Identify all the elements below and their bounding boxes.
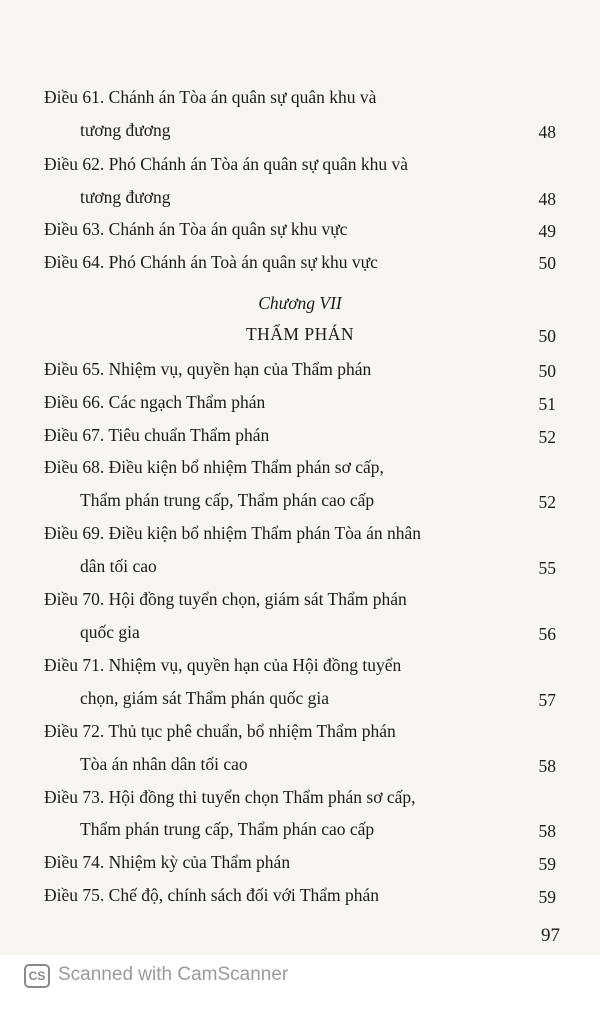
toc-entry-73-line1: Điều 73. Hội đồng thi tuyển chọn Thẩm phán sơ cấp, <box>44 787 416 807</box>
toc-entry-64-line1: Điều 64. Phó Chánh án Toà án quân sự khu vực <box>44 252 378 272</box>
toc-entry-66-line1: Điều 66. Các ngạch Thẩm phán <box>44 392 266 412</box>
toc-entry-68-line2: Thẩm phán trung cấp, Thẩm phán cao cấp <box>80 490 375 510</box>
camscanner-logo-icon: CS <box>24 964 50 988</box>
toc-entry-69-line1: Điều 69. Điều kiện bổ nhiệm Thẩm phán Tòa án nhân <box>44 523 421 543</box>
toc-entry-74-line1: Điều 74. Nhiệm kỳ của Thẩm phán <box>44 852 291 872</box>
toc-entry-68-line1: Điều 68. Điều kiện bổ nhiệm Thẩm phán sơ cấp, <box>44 457 384 477</box>
toc-entry-73-page: 58 <box>538 821 556 841</box>
toc-entry-73-line2: Thẩm phán trung cấp, Thẩm phán cao cấp <box>80 819 375 839</box>
toc-entry-68-page: 52 <box>538 492 556 512</box>
toc-entry-65-page: 50 <box>538 361 556 381</box>
toc-entry-61-page: 48 <box>538 122 556 142</box>
toc-entry-66-page: 51 <box>538 394 556 414</box>
toc-entry-70-line1: Điều 70. Hội đồng tuyển chọn, giám sát Thẩm phán <box>44 589 407 609</box>
toc-entry-64-page: 50 <box>538 253 556 273</box>
chapter-label: Chương VII <box>258 293 342 313</box>
chapter-page: 50 <box>538 326 556 346</box>
toc-entry-71-page: 57 <box>538 690 556 710</box>
toc-entry-72-line2: Tòa án nhân dân tối cao <box>80 754 248 774</box>
toc-entry-71-line2: chọn, giám sát Thẩm phán quốc gia <box>80 688 329 708</box>
toc-entry-70-page: 56 <box>538 624 556 644</box>
toc-entry-67-line1: Điều 67. Tiêu chuẩn Thẩm phán <box>44 425 270 445</box>
toc-entry-61-line2: tương đương <box>80 120 171 140</box>
page-number: 97 <box>541 925 560 946</box>
toc-entry-71-line1: Điều 71. Nhiệm vụ, quyền hạn của Hội đồng tuyển <box>44 655 402 675</box>
toc-entry-74-page: 59 <box>538 854 556 874</box>
toc-entry-63-line1: Điều 63. Chánh án Tòa án quân sự khu vực <box>44 219 348 239</box>
toc-entry-65-line1: Điều 65. Nhiệm vụ, quyền hạn của Thẩm phán <box>44 359 372 379</box>
toc-entry-69-line2: dân tối cao <box>80 556 157 576</box>
toc-entry-62-page: 48 <box>538 189 556 209</box>
toc-entry-63-page: 49 <box>538 221 556 241</box>
toc-entry-67-page: 52 <box>538 427 556 447</box>
toc-entry-69-page: 55 <box>538 558 556 578</box>
toc-entry-62-line1: Điều 62. Phó Chánh án Tòa án quân sự quân khu và <box>44 154 408 174</box>
chapter-title: THẨM PHÁN <box>245 324 355 344</box>
toc-entry-75-line1: Điều 75. Chế độ, chính sách đối với Thẩm phán <box>44 885 380 905</box>
toc-entry-62-line2: tương đương <box>80 187 171 207</box>
toc-entry-61-line1: Điều 61. Chánh án Tòa án quân sự quân khu và <box>44 87 377 107</box>
toc-entry-75-page: 59 <box>538 887 556 907</box>
toc-entry-72-page: 58 <box>538 756 556 776</box>
toc-entry-72-line1: Điều 72. Thủ tục phê chuẩn, bổ nhiệm Thẩm phán <box>44 721 396 741</box>
scanner-watermark-text: Scanned with CamScanner <box>58 964 289 985</box>
toc-entry-70-line2: quốc gia <box>80 622 140 642</box>
